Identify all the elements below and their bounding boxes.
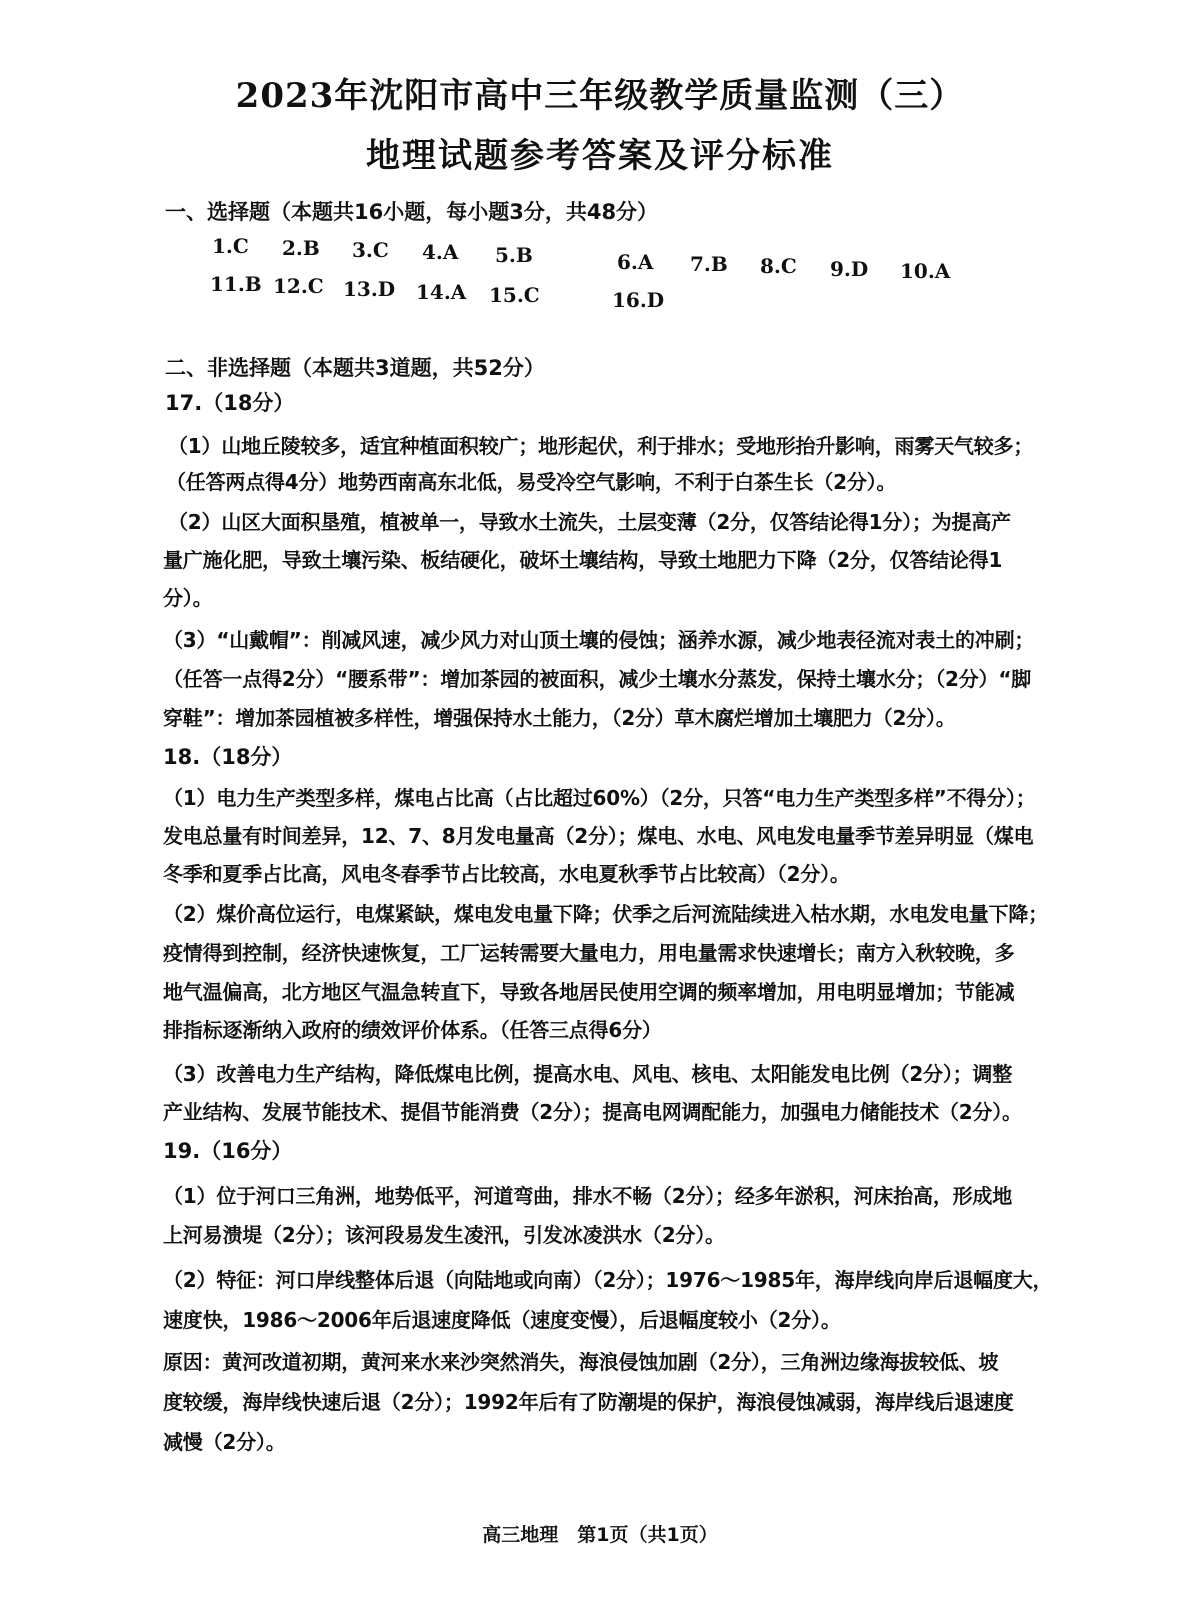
q17-line: （任答两点得4分）地势西南高东北低，易受冷空气影响，不利于白茶生长（2分）。 xyxy=(166,470,897,494)
q18-line: 发电总量有时间差异，12、7、8月发电量高（2分）；煤电、水电、风电发电量季节差异明显（煤电 xyxy=(163,824,1034,848)
answer-6: 6.A xyxy=(617,250,654,274)
q18-line: （1）电力生产类型多样，煤电占比高（占比超过60%）（2分，只答“电力生产类型多样”不得分）； xyxy=(163,786,1036,810)
answer-5: 5.B xyxy=(495,243,533,267)
section1-heading: 一、选择题（本题共16小题，每小题3分，共48分） xyxy=(165,200,659,224)
answer-11: 11.B xyxy=(210,272,262,296)
q18-line: 排指标逐渐纳入政府的绩效评价体系。（任答三点得6分） xyxy=(163,1018,662,1042)
q19-line: 上河易溃堤（2分）；该河段易发生凌汛，引发冰凌洪水（2分）。 xyxy=(163,1223,725,1247)
page-footer: 高三地理 第1页（共1页） xyxy=(482,1524,718,1546)
q17-line: 量广施化肥，导致土壤污染、板结硬化，破坏土壤结构，导致土地肥力下降（2分，仅答结论得1 xyxy=(163,548,1003,572)
q17-line: （任答一点得2分）“腰系带”：增加茶园的被面积，减少土壤水分蒸发，保持土壤水分；（2分）“脚 xyxy=(163,667,1032,691)
q18-line: （3）改善电力生产结构，降低煤电比例，提高水电、风电、核电、太阳能发电比例（2分）；调整 xyxy=(163,1062,1013,1086)
q19-line: 原因：黄河改道初期，黄河来水来沙突然消失，海浪侵蚀加剧（2分），三角洲边缘海拔较低、坡 xyxy=(163,1350,999,1374)
q17-line: （1）山地丘陵较多，适宜种植面积较广；地形起伏，利于排水；受地形抬升影响，雨雾天气较多； xyxy=(168,434,1034,458)
answer-3: 3.C xyxy=(352,238,389,262)
q17-line: 分）。 xyxy=(163,586,213,610)
q19-line: 度较缓，海岸线快速后退（2分）；1992年后有了防潮堤的保护，海浪侵蚀减弱，海岸线后退速度 xyxy=(163,1390,1014,1414)
answer-13: 13.D xyxy=(343,277,396,301)
answer-2: 2.B xyxy=(282,236,320,260)
q18-line: （2）煤价高位运行，电煤紧缺，煤电发电量下降；伏季之后河流陆续进入枯水期，水电发电量下降； xyxy=(163,902,1048,926)
answer-4: 4.A xyxy=(422,240,459,264)
answer-14: 14.A xyxy=(416,280,467,304)
q19-line: 减慢（2分）。 xyxy=(163,1430,286,1454)
q18-line: 冬季和夏季占比高，风电冬春季节占比较高，水电夏秋季节占比较高）（2分）。 xyxy=(163,862,850,886)
answer-9: 9.D xyxy=(830,257,869,281)
q17-header: 17.（18分） xyxy=(165,391,295,415)
answer-12: 12.C xyxy=(273,274,324,298)
q19-line: （1）位于河口三角洲，地势低平，河道弯曲，排水不畅（2分）；经多年淤积，河床抬高，形成地 xyxy=(163,1184,1013,1208)
answer-16: 16.D xyxy=(612,288,665,312)
answer-1: 1.C xyxy=(212,234,249,258)
document-title: 2023年沈阳市高中三年级教学质量监测（三） xyxy=(235,76,965,116)
q18-line: 地气温偏高，北方地区气温急转直下，导致各地居民使用空调的频率增加，用电明显增加；节能减 xyxy=(163,980,1015,1004)
answer-15: 15.C xyxy=(489,283,540,307)
q19-line: 速度快，1986～2006年后退速度降低（速度变慢），后退幅度较小（2分）。 xyxy=(163,1308,841,1332)
q17-line: 穿鞋”：增加茶园植被多样性，增强保持水土能力，（2分）草木腐烂增加土壤肥力（2分）。 xyxy=(163,706,956,730)
q18-line: 疫情得到控制，经济快速恢复，工厂运转需要大量电力，用电量需求快速增长；南方入秋较晚，多 xyxy=(163,941,1015,965)
q18-header: 18.（18分） xyxy=(163,745,293,769)
q17-line: （2）山区大面积垦殖，植被单一，导致水土流失，土层变薄（2分，仅答结论得1分）；为提高产 xyxy=(168,510,1011,534)
answer-7: 7.B xyxy=(690,252,728,276)
answer-10: 10.A xyxy=(900,259,951,283)
q18-line: 产业结构、发展节能技术、提倡节能消费（2分）；提高电网调配能力，加强电力储能技术（2分）。 xyxy=(163,1100,1022,1124)
answer-8: 8.C xyxy=(760,254,797,278)
q17-line: （3）“山戴帽”：削减风速，减少风力对山顶土壤的侵蚀；涵养水源，减少地表径流对表土的冲刷； xyxy=(163,628,1035,652)
q19-line: （2）特征：河口岸线整体后退（向陆地或向南）（2分）；1976～1985年，海岸线向岸后退幅度大， xyxy=(163,1268,1053,1292)
document-subtitle: 地理试题参考答案及评分标准 xyxy=(366,136,834,176)
section2-heading: 二、非选择题（本题共3道题，共52分） xyxy=(165,356,545,380)
q19-header: 19.（16分） xyxy=(163,1139,293,1163)
